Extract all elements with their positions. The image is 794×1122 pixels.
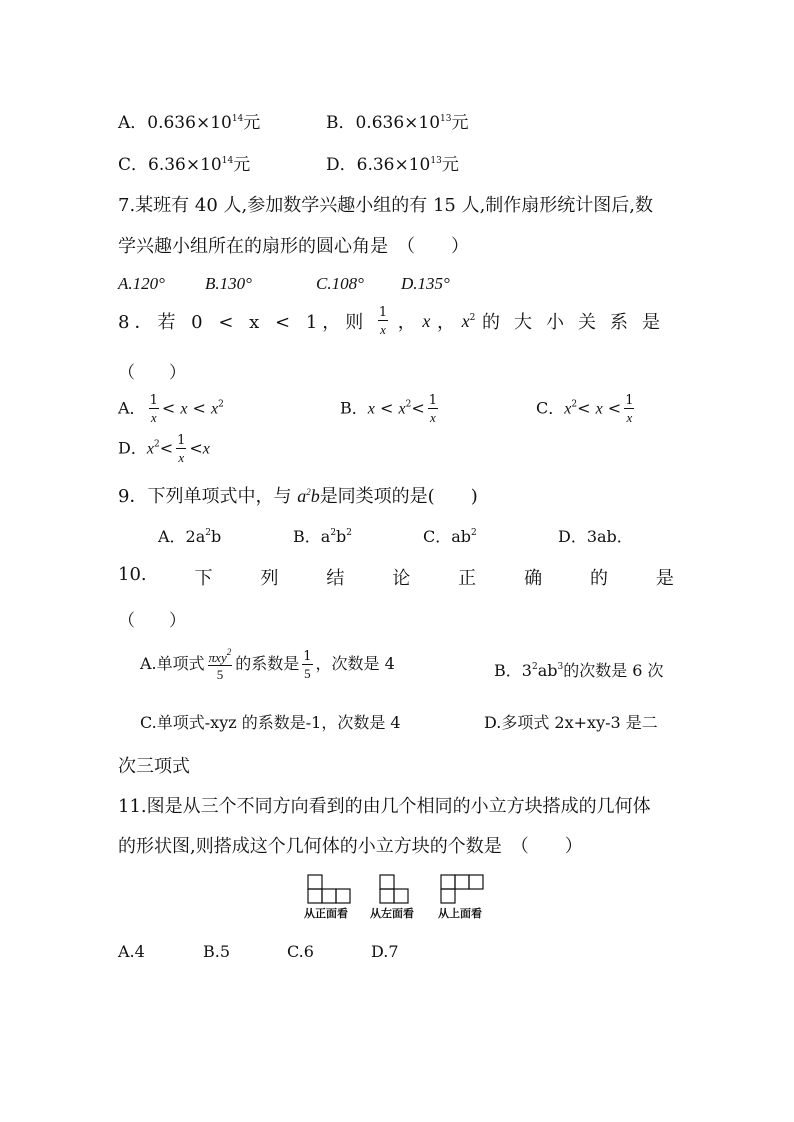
q7-option-a: A.120° xyxy=(118,274,165,293)
left-view-bottom-square-1 xyxy=(380,889,394,903)
q10-option-d-line2: 次三项式 xyxy=(118,756,190,777)
q8-option-d: D．$x^2<$ $\frac{1}{x}$ <x xyxy=(118,433,210,465)
q8-stem-tail: 的大小关系是 xyxy=(481,312,674,333)
q10-option-a: A.单项式 $\frac{\pi xy^2}{5}$ 的系数是 $\frac{1}{5}$ ，次数是 4 xyxy=(140,647,395,682)
front-view-top-square xyxy=(308,875,322,889)
top-view-label: 从上面看 xyxy=(438,907,482,920)
q7-option-c: C.108° xyxy=(316,274,364,293)
q6-option-b: B．$0.636\times 10^{13}$元 xyxy=(326,113,469,133)
left-view-bottom-square-2 xyxy=(394,889,408,903)
q10-option-b: B．$3^2ab^3$的次数是 6 次 xyxy=(494,661,664,680)
q10-stem: 10. 下 列 结 论 正 确 的 是 xyxy=(118,564,674,589)
front-view-bottom-square-1 xyxy=(308,889,322,903)
q9-option-c: C．$ab^2$ xyxy=(423,527,477,546)
q11-stem-line2: 的形状图,则搭成这个几何体的小立方块的个数是 （ ） xyxy=(118,836,583,857)
q7-stem-line1: 7.某班有 40 人,参加数学兴趣小组的有 15 人,制作扇形统计图后,数 xyxy=(118,195,654,216)
q8-option-c: C．$x^2< x$ < $\frac{1}{x}$ xyxy=(536,393,634,425)
q6-option-a: A．$0.636\times 10^{14}$元 xyxy=(118,113,261,133)
top-view-square-4 xyxy=(441,889,455,903)
q11-option-c: C.6 xyxy=(287,942,314,961)
q11-option-b: B.5 xyxy=(203,942,231,961)
q8-option-b: B．$x < x^2<$ $\frac{1}{x}$ xyxy=(340,393,437,425)
q8-stem-frac: $\frac{1}{x}$ xyxy=(378,305,388,337)
left-view-top-square xyxy=(380,875,394,889)
q11-option-a: A.4 xyxy=(118,942,145,961)
q11-stem-line1: 11.图是从三个不同方向看到的由几个相同的小立方块搭成的几何体 xyxy=(118,796,651,817)
q10-option-c: C.单项式-xyz 的系数是-1，次数是 4 xyxy=(140,713,401,732)
q7-stem-line2: 学兴趣小组所在的扇形的圆心角是 （ ） xyxy=(118,236,469,257)
q8-stem: 8．若 0 < x < 1，则 $\frac{1}{x}$ ， x ， $x^2$ 的大小关系是 xyxy=(118,305,674,337)
q10-option-d-line1: D.多项式 2x+xy-3 是二 xyxy=(484,713,658,732)
q8-stem-xsq: $x^2$ xyxy=(461,310,476,331)
q8-stem-lead: 8．若 0 < x < 1，则 xyxy=(118,312,369,333)
q8-paren: （ ） xyxy=(118,363,186,383)
q6-option-d: D．$6.36\times 10^{13}$元 xyxy=(326,155,459,175)
front-view-label: 从正面看 xyxy=(304,907,348,920)
top-view-square-1 xyxy=(441,875,455,889)
front-view-bottom-square-3 xyxy=(336,889,350,903)
left-view-label: 从左面看 xyxy=(370,907,414,920)
q7-option-d: D.135° xyxy=(401,274,450,293)
q7-option-b: B.130° xyxy=(205,274,252,293)
top-view-square-3 xyxy=(469,875,483,889)
q11-three-view-figure xyxy=(300,872,500,906)
q6-option-c: C．$6.36\times 10^{14}$元 xyxy=(118,155,251,175)
q9-option-a: A．$2a^2b$ xyxy=(158,527,222,546)
q11-option-d: D.7 xyxy=(371,942,399,961)
q9-option-d: D．3ab． xyxy=(558,527,633,546)
front-view-bottom-square-2 xyxy=(322,889,336,903)
q8-option-a: A． $\frac{1}{x}$ < $x < x^2$ xyxy=(118,393,224,425)
top-view-square-2 xyxy=(455,875,469,889)
q9-option-b: B．$a^2b^2$ xyxy=(293,527,353,546)
q10-paren: （ ） xyxy=(118,611,186,631)
q9-stem: 9．下列单项式中，与 $a^2b$是同类项的是( ) xyxy=(118,486,478,507)
